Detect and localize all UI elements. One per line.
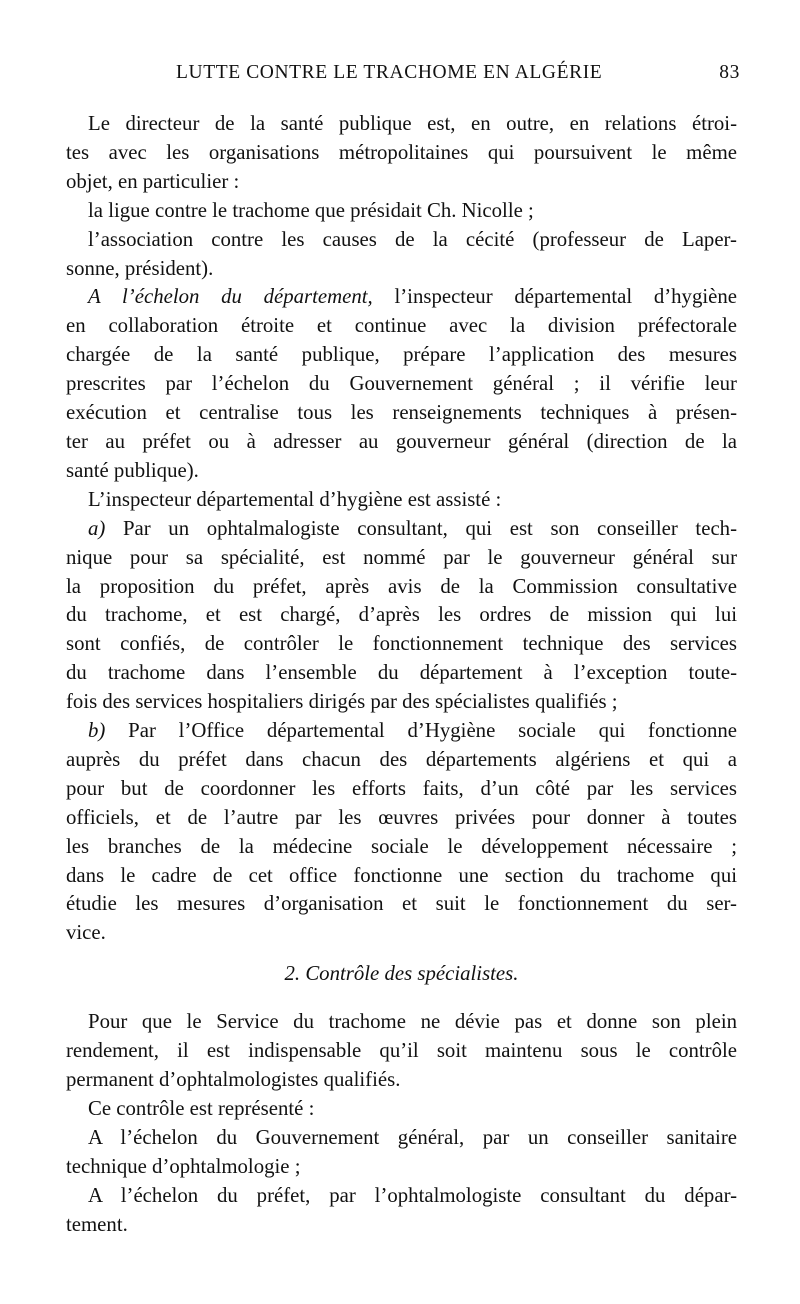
text-line: pour but de coordonner les efforts faits, d’un côté par les services <box>66 776 737 800</box>
text-line: ter au préfet ou à adresser au gouverneur général (direction de la <box>66 429 737 453</box>
text-line: étudie les mesures d’organisation et suit le fonctionnement du ser- <box>66 892 737 916</box>
text-line: A l’échelon du préfet, par l’ophtalmologiste consultant du dépar- <box>88 1183 737 1207</box>
text-line <box>66 515 737 544</box>
line-rest: Par l’Office départemental d’Hygiène sociale qui fonctionne <box>105 719 737 743</box>
text-line: vice. <box>66 921 106 945</box>
list-marker: b) <box>88 719 106 743</box>
text-line: Le directeur de la santé publique est, en outre, en relations étroi- <box>88 112 737 135</box>
text-line <box>66 283 737 312</box>
line-rest: l’inspecteur départemental d’hygiène <box>372 285 737 309</box>
text-line <box>66 717 737 746</box>
text-line: permanent d’ophtalmologistes qualifiés. <box>66 1068 401 1091</box>
text-line: du trachome dans l’ensemble du département à l’exception toute- <box>66 661 737 685</box>
text-line: exécution et centralise tous les renseignements techniques à présen- <box>66 401 737 425</box>
running-title: LUTTE CONTRE LE TRACHOME EN ALGÉRIE <box>176 62 603 83</box>
text-line: A l’échelon du Gouvernement général, par un conseiller sanitaire <box>88 1125 737 1149</box>
section-heading: 2. Contrôle des spécialistes. <box>284 962 519 986</box>
italic-lead: A l’échelon du département, <box>88 285 373 309</box>
text-line: technique d’ophtalmologie ; <box>66 1154 301 1178</box>
page-number: 83 <box>719 62 740 83</box>
text-line: santé publique). <box>66 458 199 482</box>
text-line: tement. <box>66 1212 128 1236</box>
text-line: la proposition du préfet, après avis de la Commission consultative <box>66 574 737 598</box>
text-line: objet, en particulier : <box>66 169 240 193</box>
text-line: rendement, il est indispensable qu’il soit maintenu sous le contrôle <box>66 1039 737 1063</box>
text-line: les branches de la médecine sociale le développement nécessaire ; <box>66 834 737 858</box>
line-rest: Par un ophtalmalogiste consultant, qui est son conseiller tech- <box>105 516 737 540</box>
text-line: en collaboration étroite et continue avec la division préfectorale <box>66 314 737 338</box>
text-line: nique pour sa spécialité, est nommé par le gouverneur général sur <box>66 545 737 569</box>
text-line: sonne, président). <box>66 256 214 280</box>
text-line: la ligue contre le trachome que présidait Ch. Nicolle ; <box>88 198 534 222</box>
text-line: sont confiés, de contrôler le fonctionnement technique des services <box>66 632 737 656</box>
body-text <box>66 110 737 1239</box>
running-head <box>66 62 740 92</box>
text-line: l’association contre les causes de la cécité (professeur de Laper- <box>88 227 737 251</box>
text-line: auprès du préfet dans chacun des départements algériens et qui a <box>66 747 737 771</box>
text-line: Ce contrôle est représenté : <box>88 1096 315 1120</box>
text-line: du trachome, et est chargé, d’après les ordres de mission qui lui <box>66 603 737 627</box>
text-line: officiels, et de l’autre par les œuvres privées pour donner à toutes <box>66 805 737 829</box>
list-marker: a) <box>88 516 106 540</box>
text-line: chargée de la santé publique, prépare l’application des mesures <box>66 343 737 367</box>
text-line: Pour que le Service du trachome ne dévie pas et donne son plein <box>88 1010 737 1034</box>
text-line: fois des services hospitaliers dirigés par des spécialistes qualifiés ; <box>66 690 618 714</box>
text-line: prescrites par l’échelon du Gouvernement général ; il vérifie leur <box>66 372 737 396</box>
text-line: L’inspecteur départemental d’hygiène est assisté : <box>88 487 502 511</box>
text-line: tes avec les organisations métropolitaines qui poursuivent le même <box>66 140 737 164</box>
text-line: dans le cadre de cet office fonctionne une section du trachome qui <box>66 863 737 887</box>
